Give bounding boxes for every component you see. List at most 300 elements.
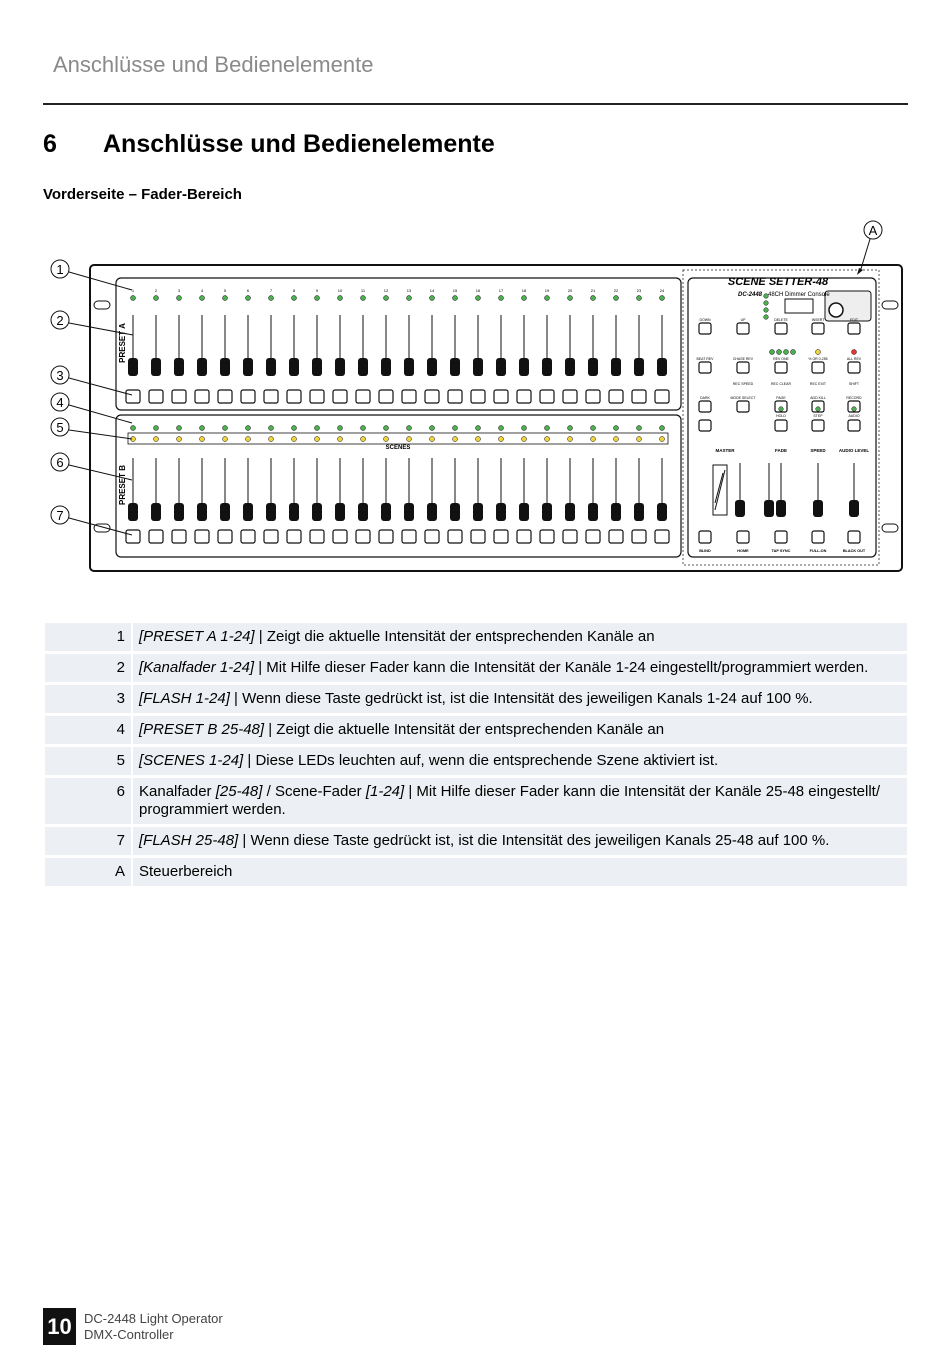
flash-button-b[interactable]: [264, 530, 278, 543]
legend-text: / Scene-Fader: [262, 783, 366, 800]
preset-a-led: [131, 296, 136, 301]
flash-button-a[interactable]: [333, 390, 347, 403]
control-button[interactable]: [737, 362, 749, 373]
legend-row: [45, 623, 907, 651]
legend-description: [133, 685, 907, 713]
scene-led: [614, 437, 619, 442]
legend-description: [133, 858, 907, 886]
control-label: DOWN: [699, 318, 711, 322]
callout-number: 5: [56, 420, 64, 435]
preset-b-led: [131, 426, 136, 431]
legend-row: [45, 685, 907, 713]
preset-a-channel-number: 24: [659, 288, 665, 293]
step-display: [785, 299, 813, 313]
control-fader-knob[interactable]: [764, 500, 774, 517]
control-label: ALL REV: [846, 357, 862, 361]
preset-a-channel-number: 19: [544, 288, 550, 293]
channel-fader-knob[interactable]: [358, 358, 368, 376]
scene-fader-knob[interactable]: [450, 503, 460, 521]
section-title: Vorderseite – Fader-Bereich: [43, 186, 242, 203]
scene-fader-knob[interactable]: [473, 503, 483, 521]
preset-a-channel-number: 7: [269, 288, 273, 293]
section-label: AUDIO LEVEL: [838, 448, 870, 453]
preset-a-led: [154, 296, 159, 301]
flash-button-b[interactable]: [563, 530, 577, 543]
section-label: FADE: [774, 448, 788, 453]
scene-fader-knob[interactable]: [634, 503, 644, 521]
control-button[interactable]: [812, 420, 824, 431]
preset-b-led: [292, 426, 297, 431]
flash-button-b[interactable]: [126, 530, 140, 543]
indicator-led: [791, 350, 796, 355]
flash-button-b[interactable]: [609, 530, 623, 543]
control-button[interactable]: [812, 323, 824, 334]
control-label: DARK: [700, 396, 710, 400]
channel-fader-knob[interactable]: [128, 358, 138, 376]
bottom-button-label: HOME: [737, 549, 749, 553]
preset-a-channel-number: 17: [498, 288, 504, 293]
legend-text: | Mit Hilfe dieser Fader kann die Intensität der Kanäle 25-48 eingestellt/ programmiert werden.: [139, 783, 881, 818]
scene-led: [384, 437, 389, 442]
scene-led: [315, 437, 320, 442]
control-label: AUDIO: [848, 414, 860, 418]
legend-number: 3: [45, 685, 131, 713]
control-button[interactable]: [775, 362, 787, 373]
control-label: REV ONE: [773, 357, 789, 361]
control-label: ADD KILL: [810, 396, 826, 400]
status-led: [764, 315, 769, 320]
flash-button-b[interactable]: [540, 530, 554, 543]
control-fader-knob[interactable]: [849, 500, 859, 517]
scene-fader-knob[interactable]: [657, 503, 667, 521]
control-label: BEAT REV: [696, 357, 714, 361]
control-label: % OR 0-255: [808, 357, 828, 361]
scene-fader-knob[interactable]: [128, 503, 138, 521]
indicator-led: [784, 350, 789, 355]
preset-a-channel-number: 15: [452, 288, 458, 293]
scene-fader-knob[interactable]: [496, 503, 506, 521]
channel-fader-knob[interactable]: [519, 358, 529, 376]
scene-led: [246, 437, 251, 442]
control-button[interactable]: [737, 323, 749, 334]
channel-fader-knob[interactable]: [496, 358, 506, 376]
flash-button-a[interactable]: [172, 390, 186, 403]
flash-button-a[interactable]: [402, 390, 416, 403]
control-fader-knob[interactable]: [735, 500, 745, 517]
control-button[interactable]: [848, 420, 860, 431]
preset-a-channel-number: 21: [590, 288, 596, 293]
flash-button-b[interactable]: [471, 530, 485, 543]
channel-fader-knob[interactable]: [197, 358, 207, 376]
legend-number: 6: [45, 778, 131, 824]
flash-button-a[interactable]: [287, 390, 301, 403]
flash-button-b[interactable]: [149, 530, 163, 543]
callout-number: 6: [56, 455, 64, 470]
channel-fader-knob[interactable]: [634, 358, 644, 376]
flash-button-b[interactable]: [632, 530, 646, 543]
indicator-led: [852, 407, 857, 412]
preset-a-led: [499, 296, 504, 301]
flash-button-b[interactable]: [517, 530, 531, 543]
flash-button-a[interactable]: [586, 390, 600, 403]
control-button[interactable]: [848, 323, 860, 334]
flash-button-a[interactable]: [149, 390, 163, 403]
indicator-led: [816, 407, 821, 412]
control-label: REC SPEED: [732, 382, 754, 386]
callout-number: 4: [56, 395, 64, 410]
flash-button-b[interactable]: [356, 530, 370, 543]
indicator-led: [852, 350, 857, 355]
preset-b-led: [223, 426, 228, 431]
legend-number: 4: [45, 716, 131, 744]
preset-a-channel-number: 11: [360, 288, 366, 293]
scene-led: [223, 437, 228, 442]
scenes-label: SCENES: [385, 445, 411, 451]
bottom-button[interactable]: [775, 531, 787, 543]
flash-button-a[interactable]: [425, 390, 439, 403]
preset-a-led: [614, 296, 619, 301]
control-label: HOLD: [776, 414, 786, 418]
legend-parameter: [Kanalfader 1-24]: [139, 659, 255, 676]
legend-text: Steuerbereich: [139, 863, 233, 880]
bottom-button[interactable]: [848, 531, 860, 543]
flash-button-b[interactable]: [310, 530, 324, 543]
scene-fader-knob[interactable]: [381, 503, 391, 521]
legend-text: | Zeigt die aktuelle Intensität der entsprechenden Kanäle an: [264, 721, 665, 738]
flash-button-a[interactable]: [126, 390, 140, 403]
flash-button-b[interactable]: [425, 530, 439, 543]
legend-parameter: [FLASH 25-48]: [139, 832, 239, 849]
legend-row: [45, 858, 907, 886]
scene-led: [200, 437, 205, 442]
channel-fader-knob[interactable]: [289, 358, 299, 376]
control-label: RECORD: [846, 396, 862, 400]
indicator-led: [770, 350, 775, 355]
status-led: [764, 308, 769, 313]
preset-a-channel-number: 13: [406, 288, 412, 293]
control-label: REC CLEAR: [770, 382, 792, 386]
control-label: SHIFT: [848, 382, 860, 386]
preset-a-led: [407, 296, 412, 301]
channel-fader-knob[interactable]: [542, 358, 552, 376]
scene-fader-knob[interactable]: [565, 503, 575, 521]
channel-fader-knob[interactable]: [381, 358, 391, 376]
bottom-button-label: FULL-ON: [809, 549, 827, 553]
bottom-button[interactable]: [812, 531, 824, 543]
preset-b-led: [338, 426, 343, 431]
preset-a-led: [522, 296, 527, 301]
flash-button-a[interactable]: [632, 390, 646, 403]
flash-button-b[interactable]: [402, 530, 416, 543]
running-header: Anschlüsse und Bedienelemente: [53, 52, 374, 77]
preset-a-channel-number: 3: [177, 288, 181, 293]
scene-fader-knob[interactable]: [266, 503, 276, 521]
flash-button-b[interactable]: [287, 530, 301, 543]
scene-led: [637, 437, 642, 442]
indicator-led: [779, 407, 784, 412]
preset-a-led: [361, 296, 366, 301]
flash-button-a[interactable]: [655, 390, 669, 403]
control-button[interactable]: [699, 362, 711, 373]
control-button[interactable]: [699, 401, 711, 412]
control-button[interactable]: [848, 362, 860, 373]
flash-button-a[interactable]: [471, 390, 485, 403]
preset-a-led: [637, 296, 642, 301]
scene-led: [660, 437, 665, 442]
channel-fader-knob[interactable]: [611, 358, 621, 376]
chapter-number: 6: [43, 130, 57, 158]
legend-row: [45, 654, 907, 682]
scene-fader-knob[interactable]: [335, 503, 345, 521]
callout-number: 2: [56, 313, 64, 328]
legend-text: | Wenn diese Taste gedrückt ist, ist die Intensität des jeweiligen Kanals 1-24 auf 100 %.: [229, 690, 813, 707]
channel-fader-knob[interactable]: [473, 358, 483, 376]
flash-button-a[interactable]: [218, 390, 232, 403]
scene-fader-knob[interactable]: [611, 503, 621, 521]
preset-a-led: [246, 296, 251, 301]
control-fader-knob[interactable]: [776, 500, 786, 517]
model-label: DC-2448: [738, 292, 763, 298]
flash-button-b[interactable]: [379, 530, 393, 543]
scene-led: [568, 437, 573, 442]
preset-a-channel-number: 2: [154, 288, 158, 293]
preset-b-led: [476, 426, 481, 431]
preset-a-label: PRESET A: [118, 323, 127, 363]
control-button[interactable]: [699, 420, 711, 431]
legend-parameter: [SCENES 1-24]: [139, 752, 244, 769]
preset-a-led: [545, 296, 550, 301]
bottom-button-label: TAP SYNC: [771, 549, 791, 553]
legend-row: [45, 716, 907, 744]
legend-parameter: [FLASH 1-24]: [139, 690, 230, 707]
preset-a-channel-number: 6: [246, 288, 250, 293]
preset-b-led: [430, 426, 435, 431]
channel-fader-knob[interactable]: [450, 358, 460, 376]
scene-led: [154, 437, 159, 442]
control-label: EDIT: [850, 318, 858, 322]
control-fader-knob[interactable]: [813, 500, 823, 517]
scene-fader-knob[interactable]: [312, 503, 322, 521]
model-subtitle: 48CH Dimmer Console: [768, 292, 830, 298]
scene-fader-knob[interactable]: [519, 503, 529, 521]
channel-fader-knob[interactable]: [657, 358, 667, 376]
control-button[interactable]: [775, 420, 787, 431]
preset-a-channel-number: 1: [131, 288, 135, 293]
flash-button-a[interactable]: [356, 390, 370, 403]
legend-parameter: [PRESET B 25-48]: [139, 721, 265, 738]
preset-a-channel-number: 10: [337, 288, 343, 293]
scene-led: [269, 437, 274, 442]
flash-button-a[interactable]: [379, 390, 393, 403]
legend-description: [133, 716, 907, 744]
scene-fader-knob[interactable]: [243, 503, 253, 521]
scene-led: [453, 437, 458, 442]
preset-a-channel-number: 18: [521, 288, 527, 293]
legend-parameter: [25-48]: [215, 783, 263, 800]
preset-b-led: [660, 426, 665, 431]
preset-a-led: [591, 296, 596, 301]
legend-row: [45, 827, 907, 855]
page-number: 10: [43, 1308, 76, 1345]
channel-fader-knob[interactable]: [427, 358, 437, 376]
flash-button-a[interactable]: [563, 390, 577, 403]
rack-ear-left-top: [94, 301, 110, 309]
preset-b-led: [522, 426, 527, 431]
channel-fader-knob[interactable]: [151, 358, 161, 376]
preset-b-led: [568, 426, 573, 431]
flash-button-a[interactable]: [195, 390, 209, 403]
legend-text: | Mit Hilfe dieser Fader kann die Intensität der Kanäle 1-24 eingestellt/programmiert werden.: [254, 659, 869, 676]
preset-a-channel-number: 4: [200, 288, 204, 293]
chapter-heading: [43, 130, 495, 159]
preset-a-led: [476, 296, 481, 301]
flash-button-b[interactable]: [494, 530, 508, 543]
preset-a-led: [223, 296, 228, 301]
preset-a-channel-number: 8: [292, 288, 296, 293]
preset-a-channel-number: 20: [567, 288, 573, 293]
channel-fader-knob[interactable]: [243, 358, 253, 376]
bottom-button-label: BLACK OUT: [842, 549, 866, 553]
legend-description: [133, 623, 907, 651]
legend-text: | Diese LEDs leuchten auf, wenn die entsprechende Szene aktiviert ist.: [243, 752, 719, 769]
scene-fader-knob[interactable]: [174, 503, 184, 521]
scene-fader-knob[interactable]: [358, 503, 368, 521]
legend-parameter: [1-24]: [365, 783, 405, 800]
control-label: INSERT: [811, 318, 825, 322]
preset-a-led: [568, 296, 573, 301]
flash-button-b[interactable]: [333, 530, 347, 543]
chapter-title: Anschlüsse und Bedienelemente: [103, 130, 495, 158]
preset-b-led: [453, 426, 458, 431]
flash-button-b[interactable]: [655, 530, 669, 543]
scene-fader-knob[interactable]: [220, 503, 230, 521]
channel-fader-knob[interactable]: [312, 358, 322, 376]
scene-fader-knob[interactable]: [427, 503, 437, 521]
preset-a-channel-number: 14: [429, 288, 435, 293]
flash-button-a[interactable]: [517, 390, 531, 403]
section-label: MASTER: [715, 448, 735, 453]
preset-a-led: [177, 296, 182, 301]
status-led: [764, 294, 769, 299]
flash-button-a[interactable]: [241, 390, 255, 403]
channel-fader-knob[interactable]: [266, 358, 276, 376]
scene-fader-knob[interactable]: [588, 503, 598, 521]
scene-led: [522, 437, 527, 442]
flash-button-a[interactable]: [494, 390, 508, 403]
legend-text: Kanalfader: [139, 783, 216, 800]
scene-fader-knob[interactable]: [197, 503, 207, 521]
preset-b-led: [384, 426, 389, 431]
preset-b-led: [545, 426, 550, 431]
flash-button-b[interactable]: [172, 530, 186, 543]
control-label: UP: [740, 318, 746, 322]
flash-button-a[interactable]: [310, 390, 324, 403]
scene-fader-knob[interactable]: [404, 503, 414, 521]
preset-b-led: [499, 426, 504, 431]
preset-b-led: [637, 426, 642, 431]
preset-a-channel-number: 22: [613, 288, 619, 293]
channel-fader-knob[interactable]: [588, 358, 598, 376]
scene-fader-knob[interactable]: [289, 503, 299, 521]
jog-knob[interactable]: [829, 303, 843, 317]
scene-fader-knob[interactable]: [151, 503, 161, 521]
flash-button-a[interactable]: [448, 390, 462, 403]
control-button[interactable]: [812, 362, 824, 373]
preset-a-led: [269, 296, 274, 301]
control-label: MODE SELECT: [730, 396, 756, 400]
rack-ear-right-top: [882, 301, 898, 309]
bottom-button[interactable]: [737, 531, 749, 543]
footer-category: DMX-Controller: [84, 1327, 174, 1342]
flash-button-b[interactable]: [218, 530, 232, 543]
legend-number: 1: [45, 623, 131, 651]
scene-fader-knob[interactable]: [542, 503, 552, 521]
preset-b-led: [269, 426, 274, 431]
preset-b-led: [154, 426, 159, 431]
flash-button-a[interactable]: [540, 390, 554, 403]
channel-fader-knob[interactable]: [404, 358, 414, 376]
channel-fader-knob[interactable]: [220, 358, 230, 376]
preset-a-channel-number: 16: [475, 288, 481, 293]
flash-button-b[interactable]: [586, 530, 600, 543]
preset-b-label: PRESET B: [118, 464, 127, 506]
legend-number: A: [45, 858, 131, 886]
channel-fader-knob[interactable]: [335, 358, 345, 376]
legend-text: | Wenn diese Taste gedrückt ist, ist die Intensität des jeweiligen Kanals 25-48 auf 100 %.: [238, 832, 830, 849]
control-button[interactable]: [775, 323, 787, 334]
preset-a-led: [315, 296, 320, 301]
preset-b-led: [246, 426, 251, 431]
control-label: CHASE REV: [732, 357, 754, 361]
legend-number: 5: [45, 747, 131, 775]
bottom-button[interactable]: [699, 531, 711, 543]
preset-a-led: [430, 296, 435, 301]
preset-b-led: [614, 426, 619, 431]
preset-a-led: [338, 296, 343, 301]
scene-led: [499, 437, 504, 442]
preset-a-led: [660, 296, 665, 301]
preset-b-led: [407, 426, 412, 431]
flash-button-b[interactable]: [241, 530, 255, 543]
channel-fader-knob[interactable]: [565, 358, 575, 376]
bottom-button-label: BLIND: [699, 549, 711, 553]
legend-description: [133, 654, 907, 682]
scene-led: [338, 437, 343, 442]
footer-product: DC-2448 Light Operator: [84, 1311, 223, 1326]
callout-a-label: A: [868, 223, 878, 238]
brand-logo: SCENE SETTER-48: [727, 276, 829, 288]
preset-a-led: [200, 296, 205, 301]
scene-led: [591, 437, 596, 442]
preset-b-led: [591, 426, 596, 431]
control-button[interactable]: [699, 323, 711, 334]
flash-button-b[interactable]: [195, 530, 209, 543]
control-button[interactable]: [737, 401, 749, 412]
indicator-led: [816, 350, 821, 355]
flash-button-a[interactable]: [609, 390, 623, 403]
legend-parameter: [PRESET A 1-24]: [139, 628, 255, 645]
control-label: DELETE: [774, 318, 788, 322]
indicator-led: [777, 350, 782, 355]
scene-led: [292, 437, 297, 442]
preset-a-channel-number: 12: [383, 288, 389, 293]
channel-fader-knob[interactable]: [174, 358, 184, 376]
flash-button-a[interactable]: [264, 390, 278, 403]
callout-number: 1: [56, 262, 64, 277]
legend-row: [45, 778, 907, 824]
scene-led: [361, 437, 366, 442]
flash-button-b[interactable]: [448, 530, 462, 543]
